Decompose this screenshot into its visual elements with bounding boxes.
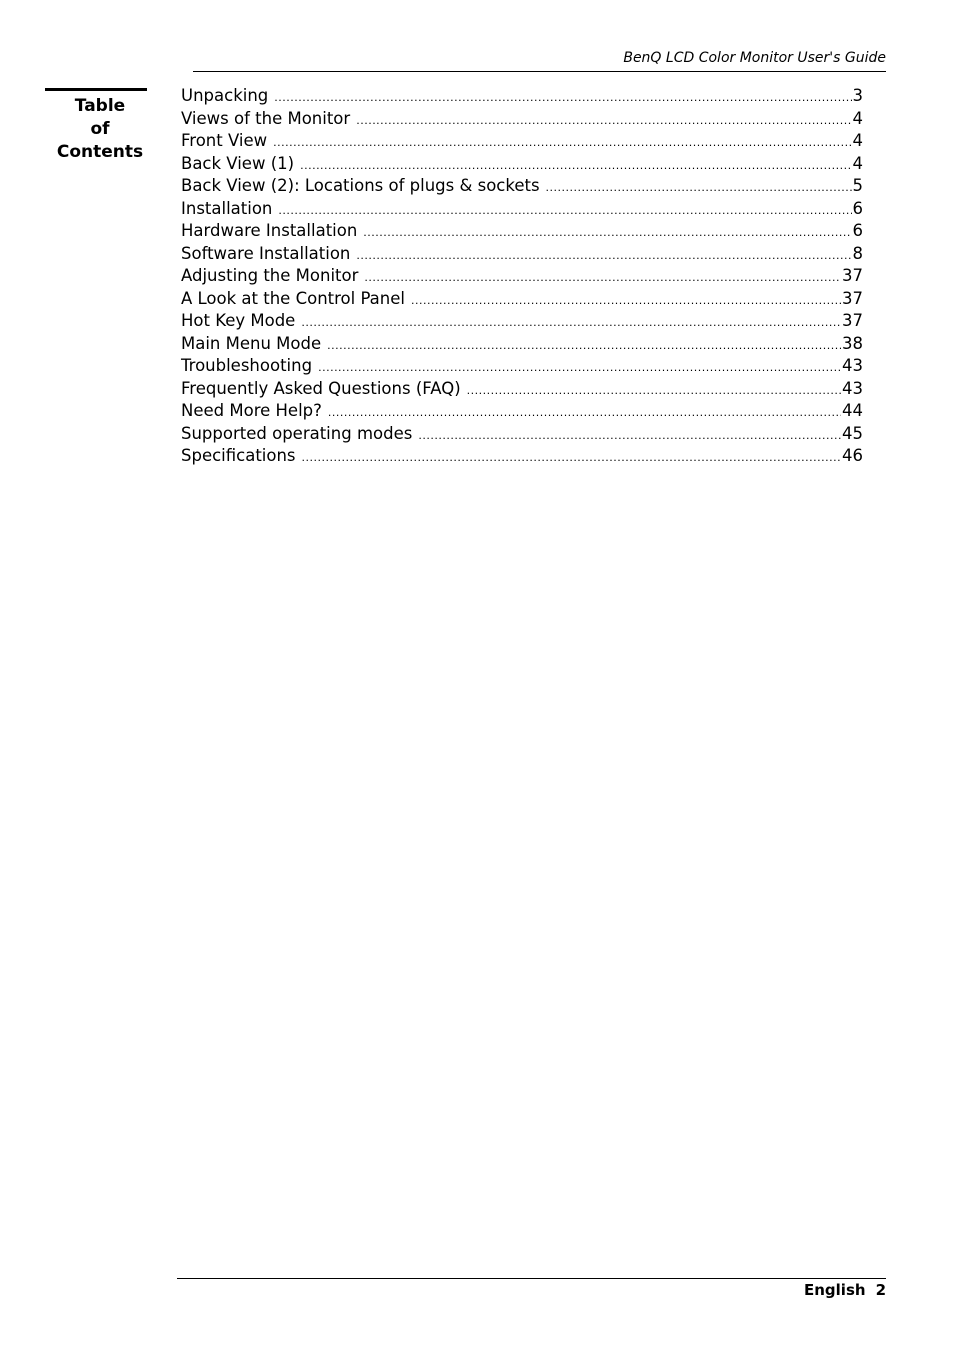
toc-entry-page: 37 (842, 288, 863, 308)
toc-entry-faq[interactable] (181, 378, 863, 401)
toc-entry-label: Views of the Monitor (181, 108, 351, 128)
toc-entry-page: 44 (842, 401, 863, 420)
toc-entry-label: Supported operating modes (181, 423, 413, 443)
toc-entry-label: Main Menu Mode (181, 333, 322, 353)
toc-entry-label: Need More Help? (181, 401, 322, 420)
dot-leader (318, 357, 841, 380)
dot-leader (363, 222, 851, 245)
toc-entry-label: Adjusting the Monitor (181, 266, 359, 285)
toc-entry-hot-key-mode[interactable] (181, 310, 863, 333)
toc-entry-page: 8 (852, 243, 863, 263)
toc-entry-installation[interactable] (181, 198, 863, 221)
toc-entry-page: 5 (852, 176, 863, 195)
toc-entry-page: 37 (842, 266, 863, 285)
dot-leader (273, 132, 851, 155)
toc-entry-label: Back View (2): Locations of plugs & sockets (181, 176, 540, 195)
toc-entry-back-view-2[interactable] (181, 175, 863, 198)
toc-entry-label: Front View (181, 131, 268, 150)
toc-entry-page: 4 (852, 153, 863, 173)
toc-entry-label: Unpacking (181, 86, 269, 105)
toc-entry-label: Back View (1) (181, 153, 295, 173)
toc-entry-adjusting-the-monitor[interactable] (181, 265, 863, 288)
toc-entry-page: 43 (842, 378, 863, 398)
toc-entry-page: 43 (842, 356, 863, 375)
toc-heading (45, 95, 155, 164)
toc-entry-page: 6 (852, 221, 863, 240)
footer-language: English (804, 1281, 866, 1299)
toc-entry-need-more-help[interactable] (181, 400, 863, 423)
toc-entry-hardware-installation[interactable] (181, 220, 863, 243)
toc-entry-software-installation[interactable] (181, 243, 863, 266)
dot-leader (467, 380, 841, 403)
table-of-contents (181, 85, 863, 468)
dot-leader (278, 200, 851, 223)
toc-entry-page: 6 (852, 198, 863, 218)
dot-leader (546, 177, 852, 200)
dot-leader (356, 245, 851, 268)
toc-entry-page: 38 (842, 333, 863, 353)
dot-leader (411, 290, 841, 313)
toc-entry-main-menu-mode[interactable] (181, 333, 863, 356)
dot-leader (274, 87, 851, 110)
toc-entry-page: 45 (842, 423, 863, 443)
toc-entry-page: 4 (852, 108, 863, 128)
dot-leader (327, 335, 841, 358)
toc-entry-troubleshooting[interactable] (181, 355, 863, 378)
toc-entry-label: Software Installation (181, 243, 351, 263)
toc-entry-specifications[interactable] (181, 445, 863, 468)
toc-entry-views-of-the-monitor[interactable] (181, 108, 863, 131)
footer-page-number: 2 (875, 1281, 886, 1299)
toc-entry-label: Hardware Installation (181, 221, 358, 240)
toc-heading-line-1: Table (74, 96, 126, 116)
toc-entry-page: 4 (852, 131, 863, 150)
toc-entry-page: 3 (852, 86, 863, 105)
dot-leader (418, 425, 841, 448)
toc-entry-page: 37 (842, 311, 863, 330)
toc-heading-line-3: Contents (56, 142, 144, 162)
dot-leader (300, 155, 851, 178)
toc-entry-label: Installation (181, 198, 273, 218)
toc-entry-label: Hot Key Mode (181, 311, 296, 330)
dot-leader (364, 267, 841, 290)
dot-leader (356, 110, 851, 133)
dot-leader (328, 402, 841, 425)
toc-entry-label: A Look at the Control Panel (181, 288, 405, 308)
page-footer (804, 1281, 886, 1299)
toc-entry-unpacking[interactable] (181, 85, 863, 108)
toc-entry-back-view-1[interactable] (181, 153, 863, 176)
toc-entry-supported-operating-modes[interactable] (181, 423, 863, 446)
running-header-title: BenQ LCD Color Monitor User's Guide (623, 50, 886, 66)
toc-entry-control-panel[interactable] (181, 288, 863, 311)
toc-entry-front-view[interactable] (181, 130, 863, 153)
dot-leader (301, 312, 841, 335)
footer-rule (177, 1278, 886, 1279)
toc-entry-label: Troubleshooting (181, 356, 313, 375)
header-rule (193, 71, 886, 72)
toc-entry-label: Frequently Asked Questions (FAQ) (181, 378, 461, 398)
sidebar-rule (45, 88, 147, 91)
toc-entry-page: 46 (842, 446, 863, 465)
dot-leader (302, 447, 841, 470)
toc-heading-line-2: of (90, 119, 110, 139)
toc-entry-label: Specifications (181, 446, 296, 465)
